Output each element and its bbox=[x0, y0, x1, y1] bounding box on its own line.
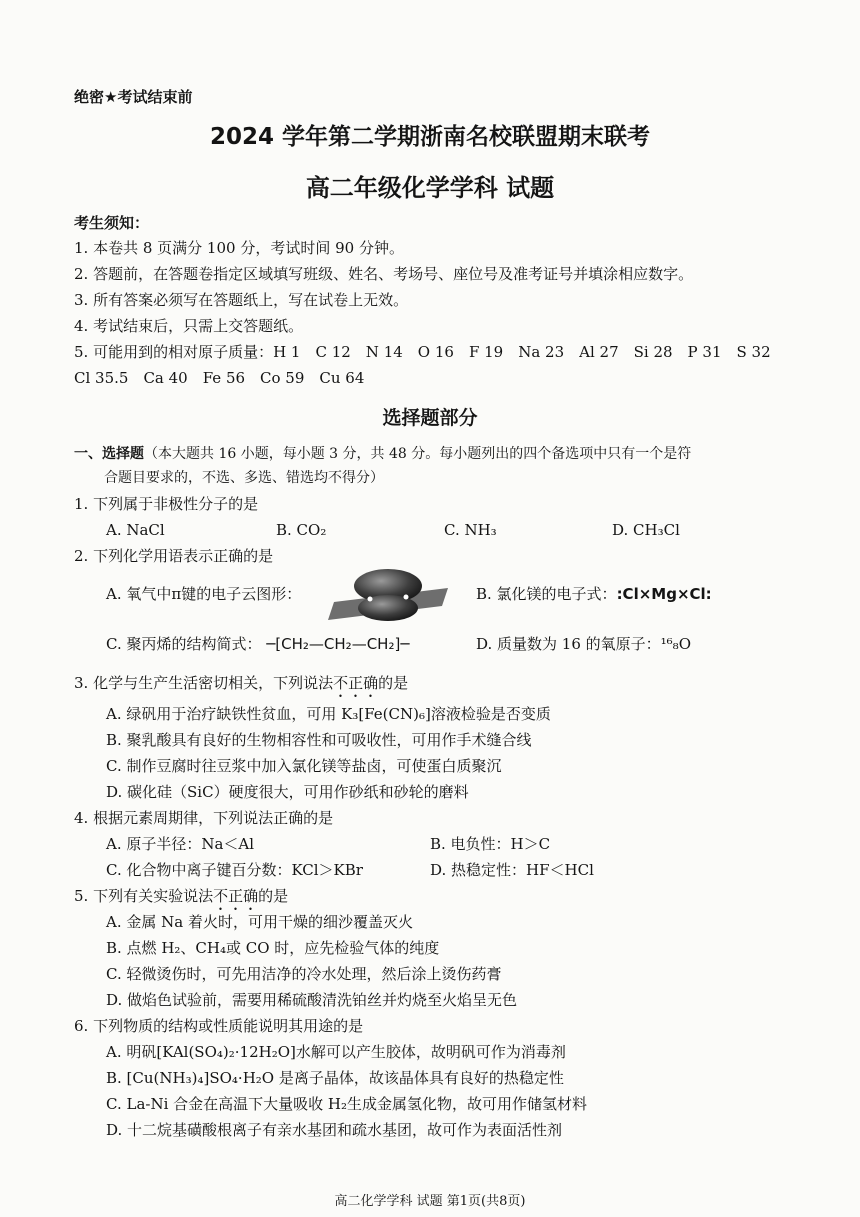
oxygen-isotope-symbol: ¹⁶₈O bbox=[660, 635, 691, 653]
part-instructions bbox=[74, 444, 691, 464]
q6-option-b: B. [Cu(NH₃)₄]SO₄·H₂O 是离子晶体，故该晶体具有良好的热稳定性 bbox=[106, 1069, 564, 1087]
notice-heading: 考生须知： bbox=[74, 214, 150, 232]
part-description: （本大题共 16 小题，每小题 3 分，共 48 分。每小题列出的四个备选项中只有一个是符 bbox=[144, 446, 692, 462]
notice-item: Cl 35.5 Ca 40 Fe 56 Co 59 Cu 64 bbox=[74, 369, 365, 387]
q4-option-d: D. 热稳定性：HF＜HCl bbox=[430, 861, 594, 879]
q3-option-c: C. 制作豆腐时往豆浆中加入氯化镁等盐卤，可使蛋白质聚沉 bbox=[106, 757, 502, 775]
notice-item: 2. 答题前，在答题卷指定区域填写班级、姓名、考场号、座位号及准考证号并填涂相应数字。 bbox=[74, 265, 694, 283]
q5-option-d: D. 做焰色试验前，需要用稀硫酸清洗铂丝并灼烧至火焰呈无色 bbox=[106, 991, 518, 1009]
section-title: 选择题部分 bbox=[382, 407, 478, 429]
q6-option-a: A. 明矾[KAl(SO₄)₂·12H₂O]水解可以产生胶体，故明矾可作为消毒剂 bbox=[106, 1043, 566, 1061]
part-label: 一、选择题 bbox=[74, 446, 144, 462]
q5-option-b: B. 点燃 H₂、CH₄或 CO 时，应先检验气体的纯度 bbox=[106, 939, 440, 957]
q2-option-b bbox=[476, 584, 712, 604]
q2-option-a: A. 氧气中π键的电子云图形： bbox=[106, 585, 302, 603]
polypropylene-formula: ─[CH₂—CH₂—CH₂]─ bbox=[266, 635, 410, 653]
polypropylene-chain: CH₂—CH₂—CH₂ bbox=[281, 635, 395, 653]
q3-option-a: A. 绿矾用于治疗缺铁性贫血，可用 K₃[Fe(CN)₆]溶液检验是否变质 bbox=[106, 705, 551, 723]
q1-option-a: A. NaCl bbox=[106, 521, 165, 539]
q3-stem-part: 3. 化学与生产生活密切相关，下列说法 bbox=[74, 674, 334, 692]
exam-title: 2024 学年第二学期浙南名校联盟期末联考 bbox=[209, 124, 651, 150]
question-6-stem: 6. 下列物质的结构或性质能说明其用途的是 bbox=[74, 1017, 364, 1035]
question-1-stem: 1. 下列属于非极性分子的是 bbox=[74, 495, 259, 513]
q4-option-b: B. 电负性：H＞C bbox=[430, 835, 551, 853]
q1-option-d: D. CH₃Cl bbox=[612, 521, 680, 539]
q6-option-d: D. 十二烷基磺酸根离子有亲水基团和疏水基团，故可作为表面活性剂 bbox=[106, 1121, 563, 1139]
question-5-stem bbox=[74, 886, 288, 914]
notice-item: 3. 所有答案必须写在答题纸上，写在试卷上无效。 bbox=[74, 291, 409, 309]
pi-bond-orbital-icon bbox=[324, 566, 458, 624]
q3-option-b: B. 聚乳酸具有良好的生物相容性和可吸收性，可用作手术缝合线 bbox=[106, 731, 532, 749]
q1-option-c: C. NH₃ bbox=[444, 521, 497, 539]
q2-option-c-text: C. 聚丙烯的结构简式： bbox=[106, 635, 262, 653]
notice-item: 5. 可能用到的相对原子质量：H 1 C 12 N 14 O 16 F 19 Na 23 Al 27 Si 28 P 31 S 32 bbox=[74, 343, 771, 361]
part-description-cont: 合题目要求的，不选、多选、错选均不得分） bbox=[104, 470, 384, 486]
question-2-stem: 2. 下列化学用语表示正确的是 bbox=[74, 547, 274, 565]
q5-option-a: A. 金属 Na 着火时，可用干燥的细沙覆盖灭火 bbox=[106, 913, 413, 931]
question-4-stem: 4. 根据元素周期律，下列说法正确的是 bbox=[74, 809, 334, 827]
q3-stem-emphasis: 不正确 bbox=[333, 674, 379, 692]
q6-option-c: C. La-Ni 合金在高温下大量吸收 H₂生成金属氢化物，故可用作储氢材料 bbox=[106, 1095, 588, 1113]
q4-option-a: A. 原子半径：Na＜Al bbox=[106, 835, 255, 853]
mgcl2-electron-formula: :Cl×Mg×Cl: bbox=[616, 585, 712, 603]
q5-option-c: C. 轻微烫伤时，可先用洁净的冷水处理，然后涂上烫伤药膏 bbox=[106, 965, 502, 983]
q4-option-c: C. 化合物中离子键百分数：KCl＞KBr bbox=[106, 861, 363, 879]
page-footer: 高二化学学科 试题 第1页(共8页) bbox=[334, 1194, 526, 1209]
q2-option-b-text: B. 氯化镁的电子式： bbox=[476, 585, 617, 603]
q5-stem-emphasis: 不正确 bbox=[213, 887, 259, 905]
confidential-label: 绝密★考试结束前 bbox=[74, 88, 193, 106]
notice-item: 1. 本卷共 8 页满分 100 分，考试时间 90 分钟。 bbox=[74, 239, 404, 257]
q3-stem-part: 的是 bbox=[378, 674, 409, 692]
question-3-stem bbox=[74, 673, 408, 701]
notice-item: 4. 考试结束后，只需上交答题纸。 bbox=[74, 317, 304, 335]
q3-option-d: D. 碳化硅（SiC）硬度很大，可用作砂纸和砂轮的磨料 bbox=[106, 783, 469, 801]
q2-option-d-text: D. 质量数为 16 的氧原子： bbox=[476, 635, 661, 653]
q5-stem-part: 5. 下列有关实验说法 bbox=[74, 887, 214, 905]
q2-option-c bbox=[106, 634, 409, 654]
q2-option-d bbox=[476, 634, 691, 654]
exam-subtitle: 高二年级化学学科 试题 bbox=[305, 174, 555, 202]
q1-option-b: B. CO₂ bbox=[276, 521, 327, 539]
q5-stem-part: 的是 bbox=[258, 887, 289, 905]
